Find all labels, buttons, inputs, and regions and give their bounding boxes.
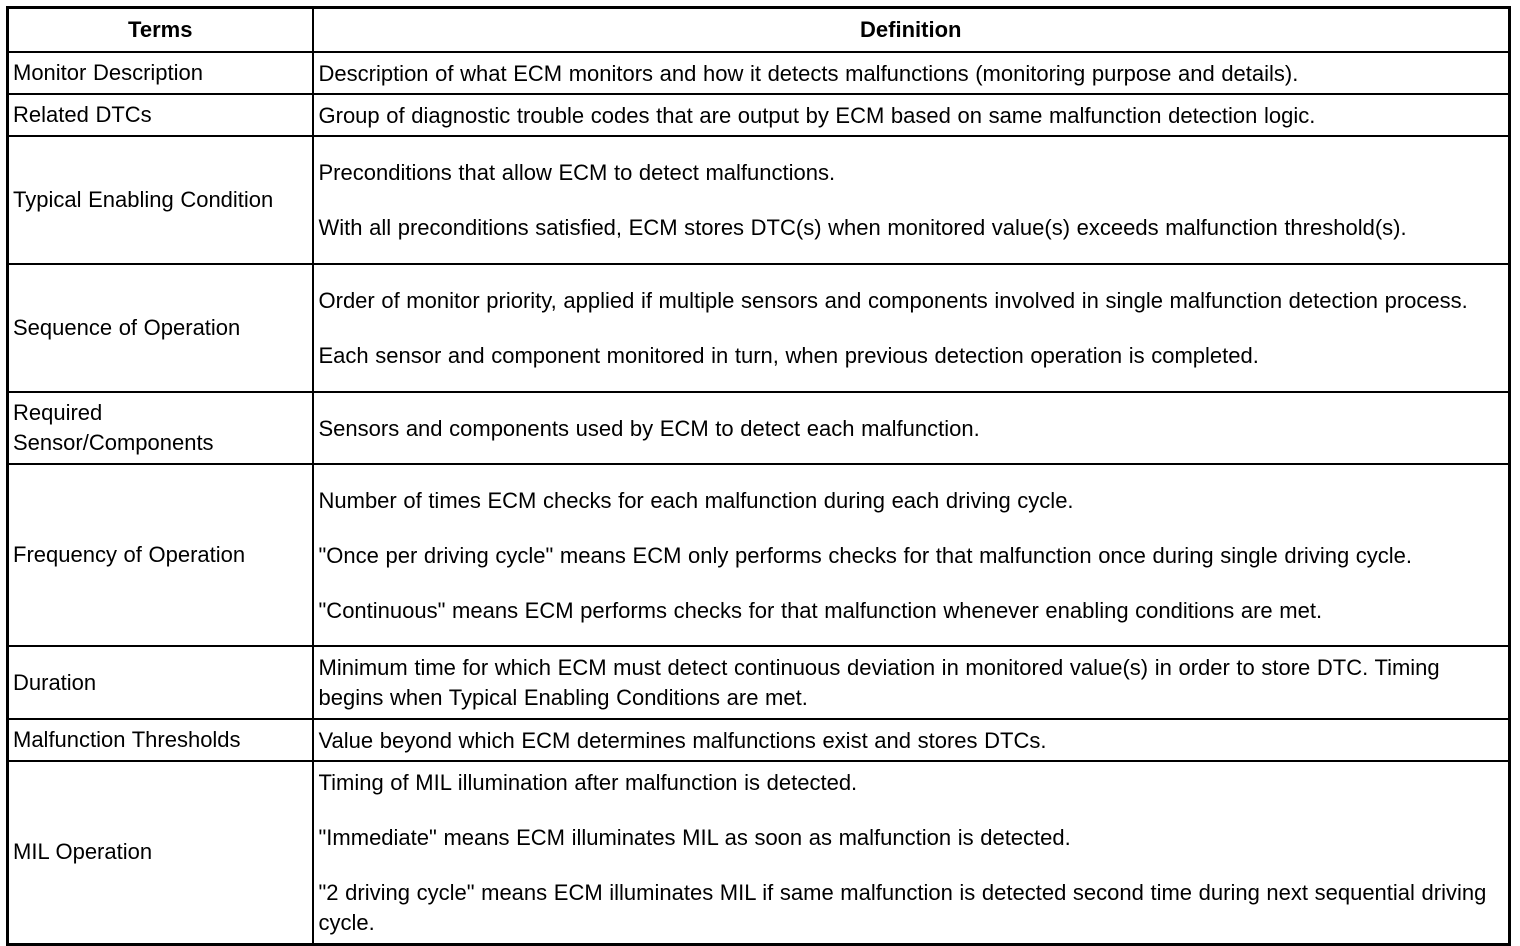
table-row [8, 264, 1510, 392]
term-cell: Related DTCs [8, 94, 313, 136]
definition-paragraph: "Immediate" means ECM illuminates MIL as soon as malfunction is detected. [318, 824, 1071, 850]
definition-cell [313, 761, 1510, 944]
definition-paragraph: Value beyond which ECM determines malfunctions exist and stores DTCs. [318, 727, 1047, 753]
definition-paragraph: Each sensor and component monitored in turn, when previous detection operation is completed. [318, 343, 1259, 368]
definition-paragraph: "2 driving cycle" means ECM illuminates MIL if same malfunction is detected second time during next sequential driving cycle. [318, 879, 1487, 935]
definition-paragraph: Timing of MIL illumination after malfunction is detected. [318, 769, 858, 795]
definition-cell [313, 264, 1510, 392]
table-row [8, 136, 1510, 264]
definition-cell [313, 52, 1510, 94]
table-header-row [8, 8, 1510, 53]
term-cell: Monitor Description [8, 52, 313, 94]
terms-definition-table [6, 6, 1511, 946]
table-row [8, 719, 1510, 761]
definition-cell [313, 392, 1510, 464]
term-cell: Frequency of Operation [8, 464, 313, 646]
term-cell: Typical Enabling Condition [8, 136, 313, 264]
definition-paragraph: With all preconditions satisfied, ECM stores DTC(s) when monitored value(s) exceeds malfunction threshold(s). [318, 215, 1407, 240]
definition-paragraph: Minimum time for which ECM must detect continuous deviation in monitored value(s) in order to store DTC. Timing begins when Typical Enabling Conditions are met. [318, 655, 1440, 710]
definition-paragraph: Order of monitor priority, applied if multiple sensors and components involved in single malfunction detection process. [318, 288, 1468, 313]
table-row [8, 94, 1510, 136]
definition-cell [313, 646, 1510, 719]
definition-paragraph: Group of diagnostic trouble codes that are output by ECM based on same malfunction detection logic. [318, 102, 1316, 128]
term-cell: Required Sensor/Components [8, 392, 313, 464]
definition-paragraph: "Continuous" means ECM performs checks for that malfunction whenever enabling conditions are met. [318, 597, 1323, 623]
term-cell: Malfunction Thresholds [8, 719, 313, 761]
definition-cell [313, 464, 1510, 646]
table-row [8, 464, 1510, 646]
definition-paragraph: "Once per driving cycle" means ECM only performs checks for that malfunction once during single driving cycle. [318, 542, 1413, 568]
definition-paragraph: Preconditions that allow ECM to detect malfunctions. [318, 160, 836, 185]
term-cell: Duration [8, 646, 313, 719]
table-row [8, 52, 1510, 94]
table-row [8, 761, 1510, 944]
definition-column-header: Definition [313, 8, 1510, 53]
definition-paragraph: Sensors and components used by ECM to detect each malfunction. [318, 415, 980, 441]
definition-paragraph: Number of times ECM checks for each malfunction during each driving cycle. [318, 487, 1074, 513]
terms-column-header: Terms [8, 8, 313, 53]
term-cell: Sequence of Operation [8, 264, 313, 392]
table-row [8, 392, 1510, 464]
table-row [8, 646, 1510, 719]
term-cell: MIL Operation [8, 761, 313, 944]
definition-cell [313, 94, 1510, 136]
definition-cell [313, 719, 1510, 761]
definition-cell [313, 136, 1510, 264]
definition-paragraph: Description of what ECM monitors and how it detects malfunctions (monitoring purpose and details). [318, 60, 1299, 86]
